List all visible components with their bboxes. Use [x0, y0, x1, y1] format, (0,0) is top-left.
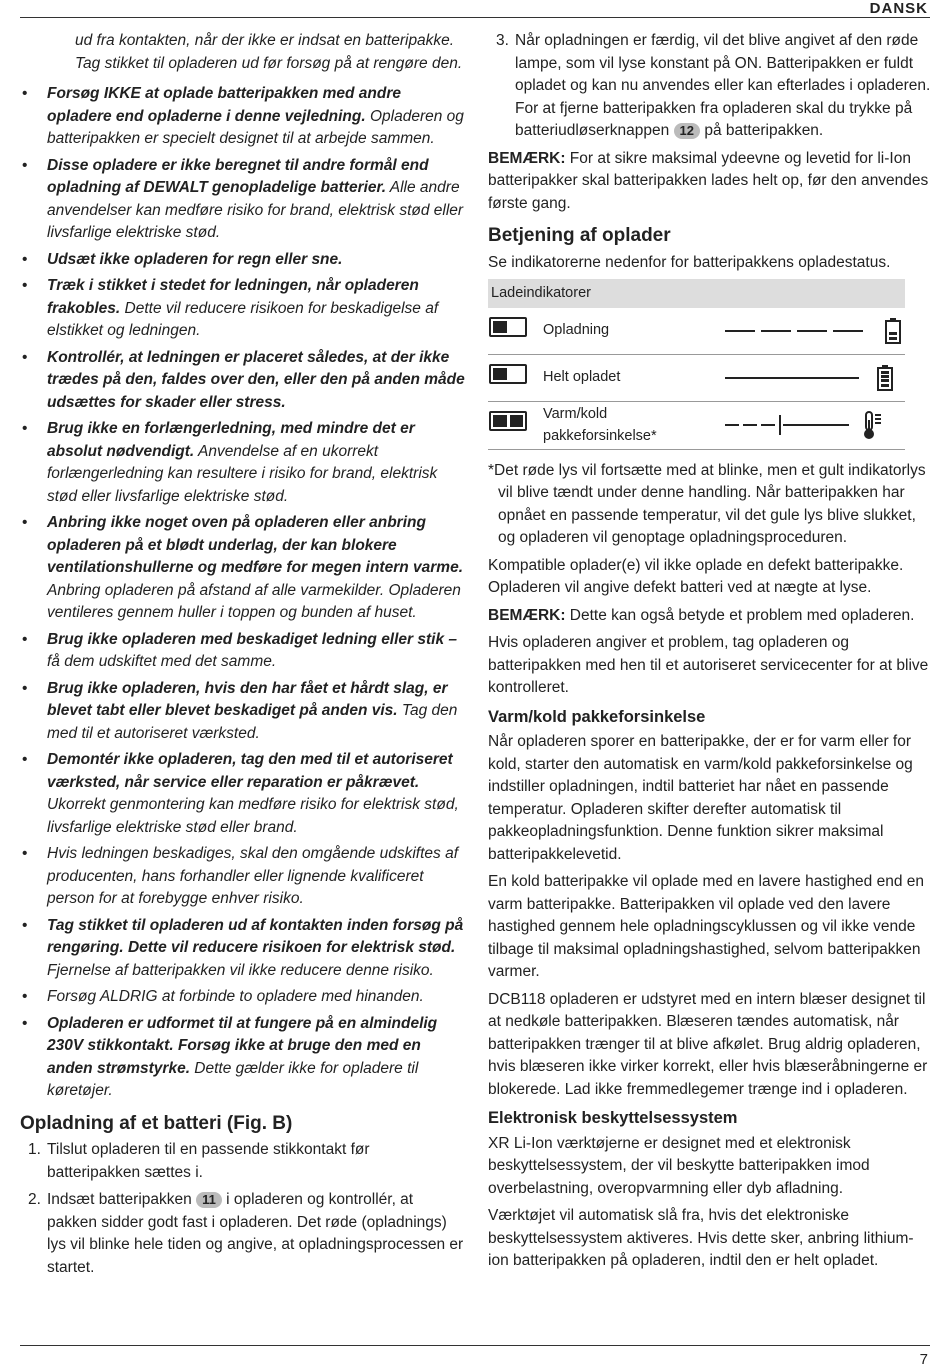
delay-paragraph: Når opladeren sporer en batteripakke, der er for varm eller for kold, starter den automatisk en varm/kold pakkeforsinkelse og indstiller opladningen, indtil batteriet har nået en passende temperatur. Opladeren skifter derefter automatisk til pakkeopladningsfunktion. Denne funktion sikrer maksimal batteripakkelevetid.: [488, 733, 913, 863]
table-row: [488, 354, 905, 401]
battery-charging-icon: [883, 317, 903, 345]
battery-delay-icon: [489, 411, 527, 431]
list-item: • Tag stikket til opladeren ud af kontakten inden forsøg på rengøring. Dette vil reducere risikoen for elektrisk stød. Fjernelse af batteripakken vil ikke reducere denne risiko.: [20, 915, 465, 983]
solid-pattern: [724, 354, 905, 401]
left-column: [20, 30, 465, 1284]
delay-paragraph: En kold batteripakke vil oplade med en lavere hastighed end en varm batteripakke. Batteripakken vil oplade ved den lavere hastighed gennem hele opladningscyklussen og vil ikke vende tilbage til maksimal opladningshastighed, selvom batteripakken varmer.: [488, 873, 925, 980]
list-item: 1. Tilslut opladeren til en passende stikkontakt før batteripakken sættes i.: [28, 1141, 370, 1181]
blink-pattern: [724, 308, 905, 355]
protection-paragraph: Værktøjet vil automatisk slå fra, hvis det elektroniske beskyttelsessystem aktiveres. Hvis dette sker, anbring lithium-ion batteripakken på opladeren, indtil den er helt opladet.: [488, 1207, 914, 1269]
list-item: • Hvis ledningen beskadiges, skal den omgående udskiftes af producenten, hans forhandler eller lignende kvalificeret person for at forebygge enhver risiko.: [20, 843, 465, 911]
language-label: DANSK: [869, 0, 928, 17]
list-item: • Opladeren er udformet til at fungere på en almindelig 230V stikkontakt. Forsøg ikke at bruge den med en anden strømstyrke. Dette gælder ikke for opladere til køretøjer.: [20, 1013, 465, 1103]
list-item: 2. Indsæt batteripakken 11 i opladeren og kontrollér, at pakken sidder godt fast i opladeren. Det røde (opladnings) lys vil blinke hele tiden og angive, at opladningsprocessen er startet.: [28, 1191, 464, 1276]
indicator-label: Helt opladet: [542, 354, 724, 401]
table-header: Ladeindikatorer: [488, 279, 905, 308]
list-item: • Disse opladere er ikke beregnet til andre formål end opladning af DEWALT genopladelige batterier. Alle andre anvendelser kan medføre risiko for brand, elektrisk stød eller livsfarlige elektriske stød.: [20, 155, 465, 245]
delay-pattern: [724, 401, 905, 449]
compat-paragraph: Kompatible oplader(e) vil ikke oplade en defekt batteripakke. Opladeren vil angive defekt batteri ved at nægte at lyse.: [488, 556, 904, 596]
protection-paragraph: XR Li-Ion værktøjerne er designet med et elektronisk beskyttelsessystem, der vil beskytte batteripakken imod overbelastning, overopvarmning eller dyb afladning.: [488, 1134, 870, 1197]
list-item: • Kontrollér, at ledningen er placeret således, at der ikke trædes på den, faldes over den, eller den på anden måde udsættes for skader eller stress.: [20, 347, 465, 415]
delay-paragraph: DCB118 opladeren er udstyret med en intern blæser designet til at nedkøle batteripakken. Blæseren tændes automatisk, når batteripakken trænger til at blive afkølet. Brug aldrig opladeren, hvis blæseren ikke virker korrekt, eller hvis blæseråbningerne er blokerede. Lad ikke fremmedlegemer trænge ind i opladeren.: [488, 990, 928, 1098]
charging-steps-cont: [488, 30, 933, 143]
list-item: • Forsøg ALDRIG at forbinde to opladere med hinanden.: [20, 986, 465, 1009]
indicator-label: Varm/kold pakkeforsinkelse*: [542, 401, 724, 449]
thermometer-icon: [861, 410, 885, 440]
list-item: • Brug ikke opladeren med beskadiget ledning eller stik –få dem udskiftet med det samme.: [20, 629, 465, 674]
note-paragraph: BEMÆRK: For at sikre maksimal ydeevne og levetid for li-Ion batteripakker skal batteripakken lades helt op, før den anvendes første gang.: [488, 149, 929, 212]
header-rule: [20, 17, 930, 18]
list-item: • Demontér ikke opladeren, tag den med til et autoriseret værksted, når service eller reparation er påkrævet. Ukorrekt genmontering kan medføre risiko for elektrisk stød, livsfarlige elektriske stød eller brand.: [20, 749, 465, 839]
list-item: • Træk i stikket i stedet for ledningen, når opladeren frakobles. Dette vil reducere risikoen for beskadigelse af elstikket og ledningen.: [20, 275, 465, 343]
charge-indicator-table: [488, 279, 905, 450]
footnote: *Det røde lys vil fortsætte med at blinke, men et gult indikatorlys vil blive tændt under denne handling. Når batteripakken har opnået en passende temperatur, vil det gule lys blive slukket, og opladeren vil genoptage opladningsproceduren.: [488, 461, 926, 546]
list-item: • Forsøg IKKE at oplade batteripakken med andre opladere end opladerne i denne vejledning. Opladeren og batteripakken er specielt designet til at arbejde sammen.: [20, 83, 465, 151]
battery-full-icon: [875, 364, 895, 392]
list-item: • Brug ikke opladeren, hvis den har fået et hårdt slag, er blevet tabt eller blevet beskadiget på anden vis. Tag den med til et autoriseret værksted.: [20, 678, 465, 746]
charging-steps: [20, 1139, 465, 1279]
charging-heading: Opladning af et batteri (Fig. B): [20, 1112, 293, 1134]
battery-blinking-icon: [489, 317, 527, 337]
table-row: [488, 308, 905, 355]
safety-bullet-list: [20, 83, 465, 1103]
footer-rule: [20, 1345, 930, 1346]
list-item: • Udsæt ikke opladeren for regn eller sne.: [20, 249, 465, 272]
list-item: 3. Når opladningen er færdig, vil det blive angivet af den røde lampe, som vil lyse konstant på ON. Batteripakken er fuldt opladet og kan nu anvendes eller kan efterlades i opladeren. For at fjerne batteripakken fra opladeren skal du trykke på batteriudløserknappen 12 på batteripakken.: [496, 32, 931, 139]
note-paragraph: BEMÆRK: Dette kan også betyde et problem med opladeren.: [488, 606, 915, 624]
list-item: • Anbring ikke noget oven på opladeren eller anbring opladeren på et blødt underlag, der kan blokere ventilationshullerne og medføre for megen intern varme. Anbring opladeren på afstand af alle varmekilder. Opladeren ventileres gennem huller i toppen og bunden af huset.: [20, 512, 465, 625]
operation-intro: Se indikatorerne nedenfor for batteripakkens opladestatus.: [488, 253, 891, 271]
battery-charged-icon: [489, 364, 527, 384]
callout-badge: 11: [196, 1192, 222, 1208]
delay-heading: Varm/kold pakkeforsinkelse: [488, 707, 706, 726]
table-row: [488, 401, 905, 449]
list-item: • Brug ikke en forlængerledning, med mindre det er absolut nødvendigt. Anvendelse af en ukorrekt forlængerledning kan resultere i risiko for brand, elektrisk stød eller livsfarlige elektriske stød.: [20, 418, 465, 508]
intro-text: ud fra kontakten, når der ikke er indsat en batteripakke. Tag stikket til opladeren ud før forsøg på at rengøre den.: [75, 32, 463, 72]
operation-heading: Betjening af oplader: [488, 225, 671, 246]
protection-heading: Elektronisk beskyttelsessystem: [488, 1109, 738, 1127]
indicator-label: Opladning: [542, 308, 724, 355]
page-number: 7: [919, 1351, 928, 1368]
problem-paragraph: Hvis opladeren angiver et problem, tag opladeren og batteripakken med hen til et autoriseret servicecenter for at blive kontrolleret.: [488, 634, 929, 696]
callout-badge: 12: [674, 123, 700, 139]
right-column: [488, 30, 933, 1278]
